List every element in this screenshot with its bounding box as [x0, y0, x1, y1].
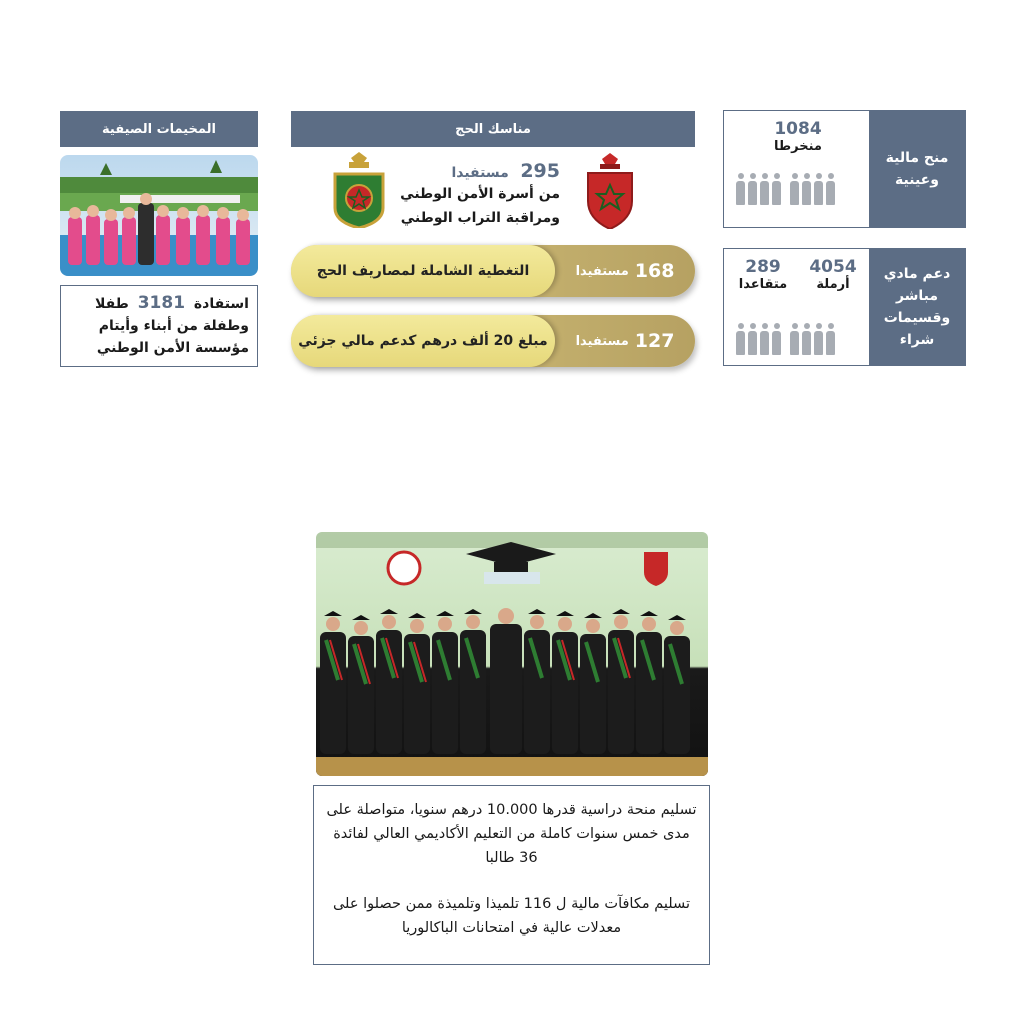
person-icon — [790, 323, 799, 355]
camps-suffix: طفلا — [94, 296, 129, 312]
hajj-count-label: مستفيدا — [451, 165, 509, 181]
graduation-info-box — [313, 785, 710, 965]
person-icon — [802, 323, 811, 355]
grants-stat — [734, 119, 862, 154]
graduation-awards-text: تسليم مكافآت مالية ل 116 تلميذا وتلميذة ممن حصلوا على معدلات عالية في امتحانات الباكالوريا — [332, 896, 691, 936]
person-icon — [772, 323, 781, 355]
grants-number: 1084 — [774, 119, 822, 139]
grants-side-text: منح مالية وعينية — [885, 150, 949, 188]
hajj-count: 295 — [520, 160, 560, 182]
person-icon — [814, 173, 823, 205]
retirees-stat — [728, 257, 798, 292]
camps-info-box — [60, 285, 258, 367]
pill-label: مستفيدا — [575, 333, 629, 349]
person-icon — [790, 173, 799, 205]
graduation-photo — [316, 532, 708, 776]
pill-text: مبلغ 20 ألف درهم كدعم مالي جزئي — [291, 315, 555, 367]
hajj-header — [291, 111, 695, 147]
camps-number: 3181 — [137, 293, 186, 313]
camps-line2: وطفلة من أبناء وأيتام — [98, 318, 249, 334]
person-icon — [736, 323, 745, 355]
person-icon — [826, 323, 835, 355]
grants-side-label — [869, 111, 965, 227]
camps-title: المخيمات الصيفية — [102, 121, 216, 137]
widows-stat — [798, 257, 868, 292]
hajj-pill-partial-support — [291, 315, 695, 367]
pill-count — [555, 330, 695, 352]
pill-text: التغطية الشاملة لمصاريف الحج — [291, 245, 555, 297]
graduation-scholarship-text: تسليم منحة دراسية قدرها 10.000 درهم سنويا، متواصلة على مدى خمس سنوات كاملة من التعليم الأكاديمي العالي لفائدة 36 طالبا — [326, 802, 697, 866]
camps-prefix: استفادة — [193, 296, 249, 312]
person-icon — [760, 323, 769, 355]
people-icons — [736, 323, 835, 355]
person-icon — [814, 323, 823, 355]
person-icon — [826, 173, 835, 205]
national-security-shield-icon — [586, 153, 634, 229]
hajj-pill-full-coverage — [291, 245, 695, 297]
person-icon — [802, 173, 811, 205]
hajj-line2: من أسرة الأمن الوطني — [400, 186, 560, 202]
camps-header — [60, 111, 258, 147]
pill-count — [555, 260, 695, 282]
hajj-line3: ومراقبة التراب الوطني — [400, 210, 560, 226]
support-side-text: دعم مادي مباشر وقسيمات شراء — [883, 266, 951, 348]
pill-label: مستفيدا — [575, 263, 629, 279]
security-directorate-seal-icon — [333, 152, 385, 228]
camps-line3: مؤسسة الأمن الوطني — [96, 340, 249, 356]
support-side-label — [869, 249, 965, 365]
grants-box — [723, 110, 966, 228]
person-icon — [760, 173, 769, 205]
retirees-number: 289 — [745, 257, 781, 277]
retirees-label: متقاعدا — [738, 277, 788, 292]
pill-number: 127 — [634, 330, 675, 352]
support-box — [723, 248, 966, 366]
camps-photo — [60, 155, 258, 276]
person-icon — [748, 173, 757, 205]
hajj-summary — [380, 160, 560, 230]
widows-number: 4054 — [809, 257, 857, 277]
person-icon — [772, 173, 781, 205]
widows-label: أرملة — [816, 277, 850, 292]
pill-number: 168 — [634, 260, 675, 282]
person-icon — [748, 323, 757, 355]
person-icon — [736, 173, 745, 205]
grants-label: منخرطا — [774, 139, 822, 154]
people-icons — [736, 173, 835, 205]
hajj-title: مناسك الحج — [455, 121, 531, 137]
